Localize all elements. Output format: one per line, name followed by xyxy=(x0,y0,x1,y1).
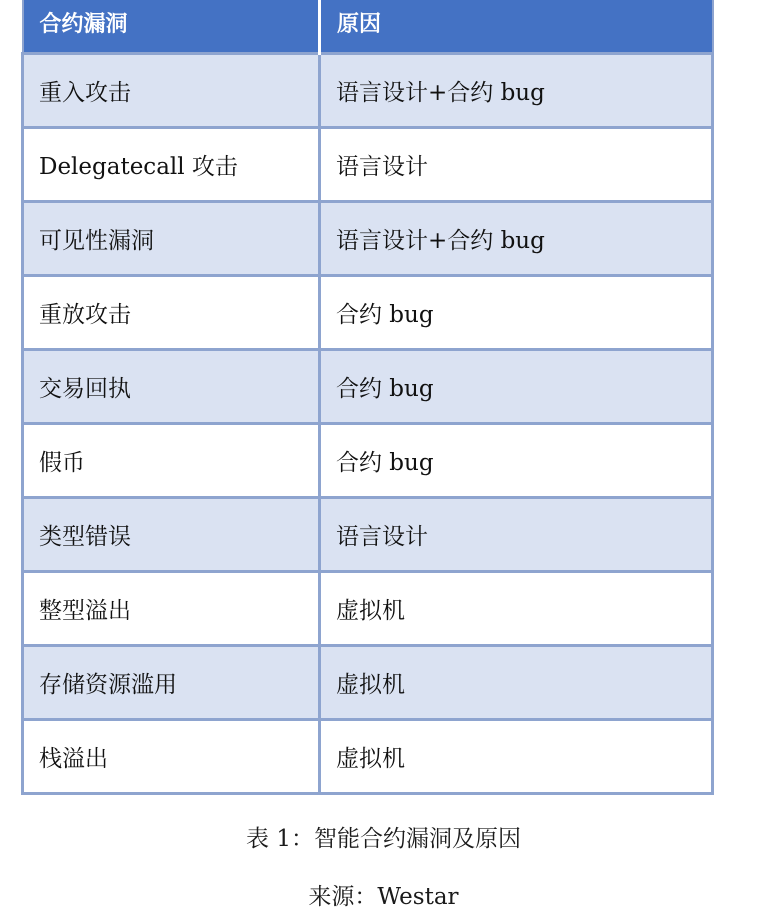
cause-cell: 合约 bug xyxy=(320,424,713,498)
source-note: 来源：Westar xyxy=(308,884,459,910)
table-row xyxy=(23,720,713,794)
vulnerability-cell: 类型错误 xyxy=(23,498,320,572)
column-header-vulnerability: 合约漏洞 xyxy=(23,0,320,54)
table-header-row xyxy=(23,0,713,54)
vulnerability-cell: 重放攻击 xyxy=(23,276,320,350)
table-row xyxy=(23,350,713,424)
table-row xyxy=(23,646,713,720)
cause-cell: 虚拟机 xyxy=(320,572,713,646)
vulnerability-cell: 整型溢出 xyxy=(23,572,320,646)
vulnerability-cell: 栈溢出 xyxy=(23,720,320,794)
table-caption: 表 1：智能合约漏洞及原因 xyxy=(246,826,521,852)
table-row xyxy=(23,128,713,202)
cause-cell: 语言设计 xyxy=(320,128,713,202)
vulnerability-cell: 可见性漏洞 xyxy=(23,202,320,276)
table-row xyxy=(23,54,713,128)
vulnerability-cell: 交易回执 xyxy=(23,350,320,424)
column-header-cause: 原因 xyxy=(320,0,713,54)
table-row xyxy=(23,202,713,276)
table-row xyxy=(23,498,713,572)
vulnerability-cell: 重入攻击 xyxy=(23,54,320,128)
vulnerability-cell: 假币 xyxy=(23,424,320,498)
vulnerability-cell: 存储资源滥用 xyxy=(23,646,320,720)
cause-cell: 虚拟机 xyxy=(320,720,713,794)
vulnerability-table xyxy=(21,0,714,795)
cause-cell: 合约 bug xyxy=(320,276,713,350)
cause-cell: 语言设计 xyxy=(320,498,713,572)
vulnerability-cell: Delegatecall 攻击 xyxy=(23,128,320,202)
cause-cell: 合约 bug xyxy=(320,350,713,424)
cause-cell: 虚拟机 xyxy=(320,646,713,720)
table-row xyxy=(23,276,713,350)
table-row xyxy=(23,424,713,498)
cause-cell: 语言设计+合约 bug xyxy=(320,54,713,128)
cause-cell: 语言设计+合约 bug xyxy=(320,202,713,276)
table-row xyxy=(23,572,713,646)
